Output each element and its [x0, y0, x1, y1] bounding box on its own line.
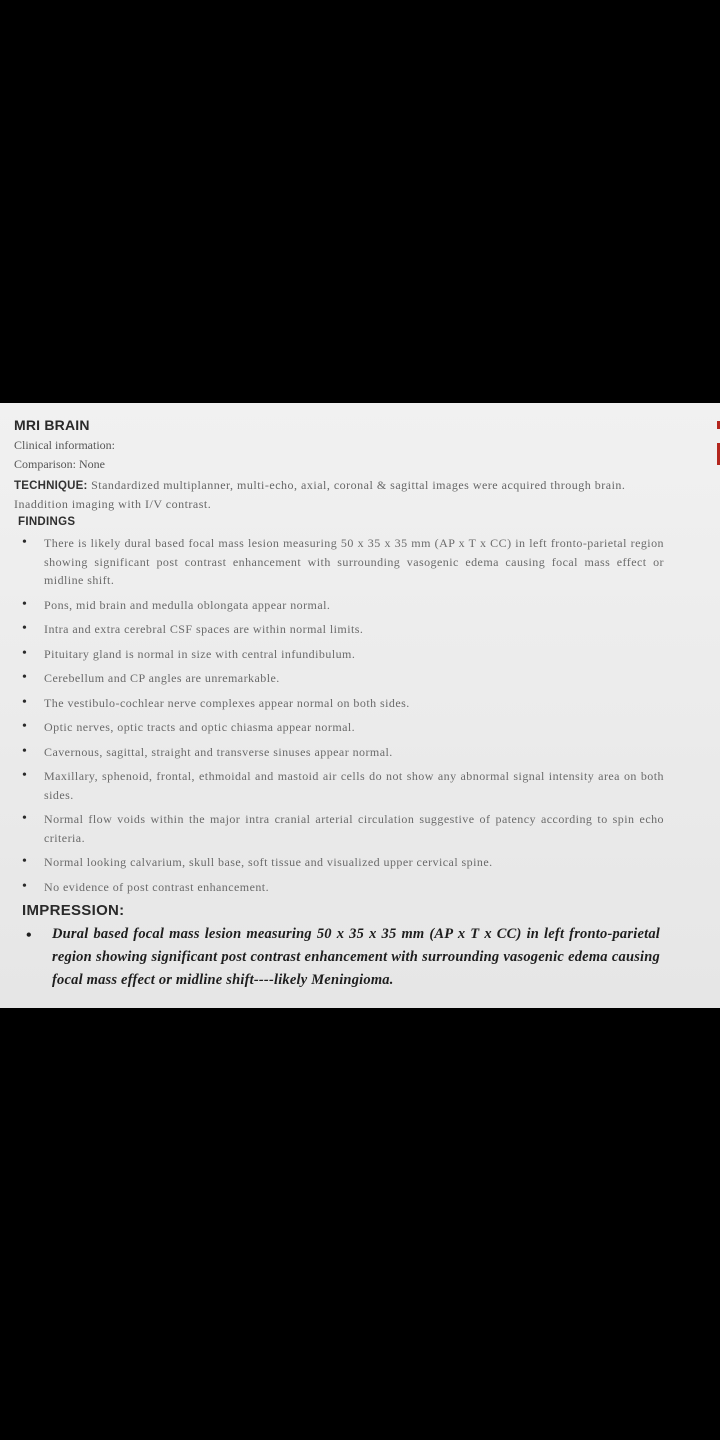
finding-item: [14, 810, 664, 847]
finding-item: [14, 767, 664, 804]
finding-item: [14, 694, 664, 713]
finding-text: Optic nerves, optic tracts and optic chiasma appear normal.: [44, 720, 356, 734]
findings-heading: FINDINGS: [18, 516, 76, 528]
impression-heading: IMPRESSION:: [22, 902, 125, 919]
finding-item: [14, 718, 664, 737]
report-photo: [0, 403, 720, 1008]
mri-report: [14, 417, 664, 992]
technique: [14, 476, 664, 513]
finding-item: [14, 645, 664, 664]
bullet: •: [22, 535, 28, 550]
finding-item: [14, 878, 664, 897]
finding-text: Cerebellum and CP angles are unremarkable.: [44, 671, 280, 685]
clinical-information: Clinical information:: [14, 438, 115, 452]
finding-text: Maxillary, sphenoid, frontal, ethmoidal and mastoid air cells do not show any abnormal signal intensity area on both sides.: [44, 769, 664, 802]
report-title: MRI BRAIN: [14, 417, 90, 433]
bullet: •: [22, 670, 28, 685]
technique-text: Standardized multiplanner, multi-echo, axial, coronal & sagittal images were acquired through brain. Inaddition imaging with I/V contrast.: [14, 478, 626, 511]
bullet: •: [26, 927, 32, 944]
bullet: •: [22, 719, 28, 734]
finding-text: Cavernous, sagittal, straight and transverse sinuses appear normal.: [44, 744, 393, 759]
bullet: •: [22, 621, 28, 636]
finding-text: Normal flow voids within the major intra cranial arterial circulation suggestive of patency according to spin echo criteria.: [44, 812, 664, 845]
findings-list: [14, 534, 664, 896]
finding-item: [14, 620, 664, 639]
bullet: •: [22, 854, 28, 869]
bullet: •: [22, 694, 28, 710]
finding-text: Pons, mid brain and medulla oblongata appear normal.: [44, 597, 331, 612]
finding-item: [14, 853, 664, 872]
bullet: •: [22, 743, 28, 759]
finding-text: Pituitary gland is normal in size with central infundibulum.: [44, 646, 356, 661]
bullet: •: [22, 811, 28, 826]
finding-item: [14, 669, 664, 688]
bullet: •: [22, 596, 28, 612]
finding-text: Intra and extra cerebral CSF spaces are within normal limits.: [44, 622, 364, 636]
bullet: •: [22, 878, 28, 894]
impression-text: Dural based focal mass lesion measuring 50 x 35 x 35 mm (AP x T x CC) in left fronto-parietal region showing significant post contrast enhancement with surrounding vasogenic edema causing focal mass effect or midline shift----likely Meningioma.: [52, 926, 660, 988]
finding-text: There is likely dural based focal mass lesion measuring 50 x 35 x 35 mm (AP x T x CC) in left fronto-parietal region showing significant post contrast enhancement with surrounding vasogenic edema causing focal mass effect or midline shift.: [44, 536, 664, 587]
finding-text: No evidence of post contrast enhancement.: [44, 879, 270, 894]
bullet: •: [22, 645, 28, 661]
finding-item: [14, 596, 664, 615]
comparison: Comparison: None: [14, 457, 105, 471]
finding-item: [14, 743, 664, 762]
technique-label: TECHNIQUE:: [14, 480, 88, 492]
finding-item: [14, 534, 664, 590]
finding-text: Normal looking calvarium, skull base, soft tissue and visualized upper cervical spine.: [44, 855, 493, 869]
impression-item: [14, 923, 660, 992]
finding-text: The vestibulo-cochlear nerve complexes appear normal on both sides.: [44, 695, 410, 710]
bullet: •: [22, 768, 28, 783]
